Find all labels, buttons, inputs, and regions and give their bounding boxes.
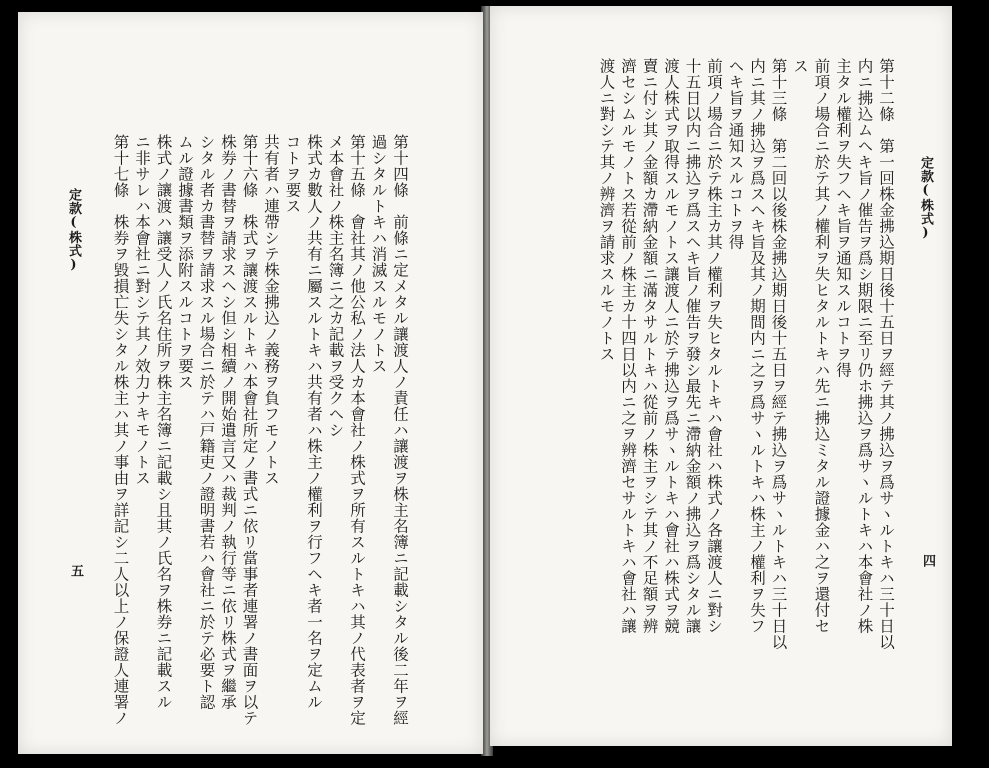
left-page-header: 定款(株式) [66,188,81,273]
text-column: 内ニ拂込ムヘキ旨ノ催告ヲ爲シ期限ニ至リ仍ホ拂込ヲ爲サヽルトキハ本會社ノ株 [855,58,874,634]
text-column: 過シタルトキハ消滅スルモノトス [369,134,388,374]
text-column: 第十四條 前條ニ定メタル讓渡人ノ責任ハ讓渡ヲ株主名簿ニ記載シタル後二年ヲ經 [391,134,409,726]
right-page-number: 四 [920,554,935,568]
text-column: 十五日以内ニ拂込ヲ爲スヘキ旨ノ催告ヲ發シ最先ニ滯納金額ノ拂込ヲ爲シタル讓 [683,58,702,634]
text-column: 第十六條 株式ヲ讓渡スルトキハ本會社所定ノ書式ニ依リ當事者連署ノ書面ヲ以テ [240,134,259,726]
text-column: 渡人ニ對シテ其ノ辨濟ヲ請求スルモノトス [597,58,616,362]
text-column: ニ非サレハ本會社ニ對シテ其ノ效力ナキモノトス [133,134,151,486]
text-column: 濟セシムルモノトス若從前ノ株主カ十四日以内ニ之ヲ辨濟セサルトキハ會社ハ讓 [619,58,637,634]
text-column: メ本會社ノ株主名簿ニ之カ記載ヲ受クヘシ [326,134,345,438]
text-column: 渡人株式ヲ取得スルモノトス讓渡人ニ於テ拂込ヲ爲サヽルトキハ會社ハ株式ヲ競 [662,58,680,634]
text-column: 第十七條 株券ヲ毀損亡失シタル株主ハ其ノ事由ヲ詳記シ二人以上ノ保證人連署ノ [111,134,130,726]
text-column: 内ニ其ノ拂込ヲ爲スヘキ旨及其ノ期間内ニ之ヲ爲サヽルトキハ株主ノ權利ヲ失フ [748,58,766,634]
text-column: 賣ニ付シ其ノ金額カ滯納金額ニ滿タサルトキハ從前ノ株主ヲシテ其ノ不足額ヲ辨 [640,58,659,634]
left-page [18,12,483,754]
text-column: ムル證據書類ヲ添附スルコトヲ要ス [176,134,194,390]
text-column: 共有者ハ連帶シテ株金拂込ノ義務ヲ負フモノトス [262,134,280,486]
text-column: 第十二條 第一回株金拂込期日後十五日ヲ經テ其ノ拂込ヲ爲サヽルトキハ三十日以 [877,58,895,650]
text-column: コトヲ要ス [283,134,302,214]
text-column: ス [791,58,809,74]
text-column: 第十五條 會社其ノ他公私ノ法人カ本會社ノ株式ヲ所有スルトキハ其ノ代表者ヲ定 [348,134,366,726]
text-column: 主タル權利ヲ失フヘキ旨ヲ通知スルコトヲ得 [834,58,852,378]
text-column: 前項ノ場合ニ於テ其ノ權利ヲ失ヒタルトキハ先ニ拂込ミタル證據金ハ之ヲ還付セ [812,58,831,634]
text-column: 第十三條 第二回以後株金拂込期日後十五日ヲ經テ拂込ヲ爲サヽルトキハ三十日以 [769,58,788,650]
text-column: 株式カ數人ノ共有ニ屬スルトキハ共有者ハ株主ノ權利ヲ行フヘキ者一名ヲ定ムル [305,134,323,710]
text-column: シタル者カ書替ヲ請求スル場合ニ於テハ戸籍吏ノ證明書若ハ會社ニ於テ必要ト認 [197,134,216,710]
text-column: 株券ノ書替ヲ請求スヘシ但シ相續ノ開始遺言又ハ裁判ノ執行等ニ依リ株式ヲ繼承 [219,134,237,710]
left-page-number: 五 [68,564,83,578]
right-page-header: 定款(株式) [918,156,933,241]
text-column: 前項ノ場合ニ於テ株主カ其ノ權利ヲ失ヒタルトキハ會社ハ株式ノ各讓渡人ニ對シ [705,58,723,634]
text-column: ヘキ旨ヲ通知スルコトヲ得 [726,58,745,250]
right-page [490,6,952,746]
text-column: 株式ノ讓渡ハ讓受人ノ氏名住所ヲ株主名簿ニ記載シ且其ノ氏名ヲ株券ニ記載スル [154,134,173,710]
